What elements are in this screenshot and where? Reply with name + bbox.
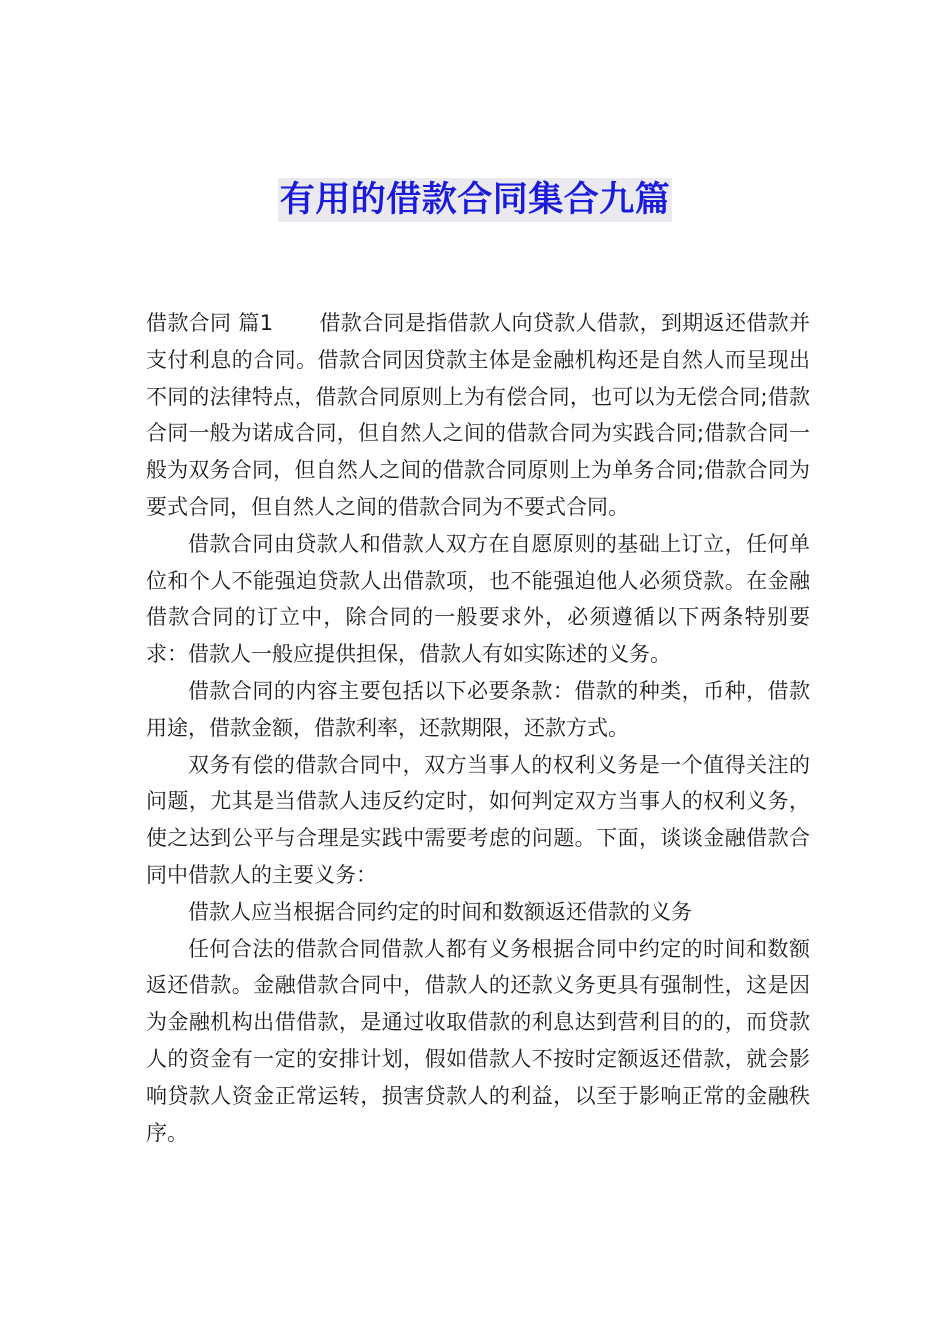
paragraph-3: 借款合同的内容主要包括以下必要条款：借款的种类，币种，借款用途，借款金额，借款利率，还款期限，还款方式。: [146, 678, 810, 740]
paragraph-2: 借款合同由贷款人和借款人双方在自愿原则的基础上订立，任何单位和个人不能强迫贷款人出借款项，也不能强迫他人必须贷款。在金融借款合同的订立中，除合同的一般要求外，必须遵循以下两条特别要求：借款人一般应提供担保，借款人有如实陈述的义务。: [146, 531, 810, 667]
paragraph-5: 借款人应当根据合同约定的时间和数额返还借款的义务: [188, 899, 692, 924]
paragraph-4: 双务有偿的借款合同中，双方当事人的权利义务是一个值得关注的问题，尤其是当借款人违反约定时，如何判定双方当事人的权利义务，使之达到公平与合理是实践中需要考虑的问题。下面，谈谈金融借款合同中借款人的主要义务：: [146, 752, 810, 887]
paragraph-1: [146, 305, 810, 526]
paragraph-6: 任何合法的借款合同借款人都有义务根据合同中约定的时间和数额返还借款。金融借款合同中，借款人的还款义务更具有强制性，这是因为金融机构出借借款，是通过收取借款的利息达到营利目的的，而贷款人的资金有一定的安排计划，假如借款人不按时定额返还借款，就会影响贷款人资金正常运转，损害贷款人的利益，以至于影响正常的金融秩序。: [146, 936, 810, 1145]
document-title: 有用的借款合同集合九篇: [279, 180, 671, 220]
paragraph-1-text: 借款合同是指借款人向贷款人借款，到期返还借款并支付利息的合同。借款合同因贷款主体是金融机构还是自然人而呈现出不同的法律特点，借款合同原则上为有偿合同，也可以为无偿合同;借款合同一般为诺成合同，但自然人之间的借款合同为实践合同;借款合同一般为双务合同，但自然人之间的借款合同原则上为单务合同;借款合同为要式合同，但自然人之间的借款合同为不要式合同。: [146, 311, 811, 519]
document-body: [146, 305, 810, 1151]
title-container: [0, 178, 950, 222]
section-label: 借款合同 篇1: [146, 311, 274, 335]
